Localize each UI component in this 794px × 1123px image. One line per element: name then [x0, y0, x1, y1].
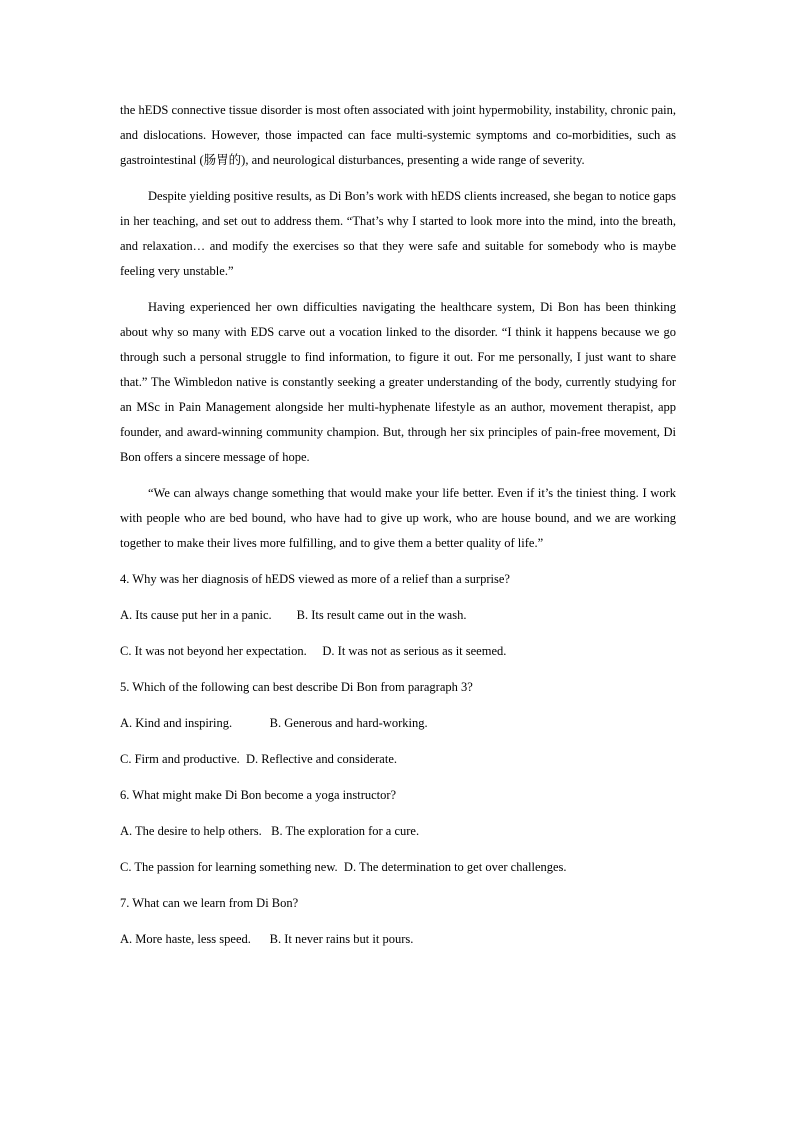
question-7-options-ab: A. More haste, less speed. B. It never rains but it pours.: [120, 932, 414, 946]
question-7-stem: 7. What can we learn from Di Bon?: [120, 896, 299, 910]
question-4-options-ab: A. Its cause put her in a panic. B. Its result came out in the wash.: [120, 608, 467, 622]
question-5-stem: 5. Which of the following can best describe Di Bon from paragraph 3?: [120, 680, 473, 694]
document-page: [120, 98, 676, 963]
passage-paragraph-4: “We can always change something that would make your life better. Even if it’s the tiniest thing. I work with people who are bed bound, who have had to give up work, who are house bound, and we are working together to make their lives more fulfilling, and to give them a better quality of life.”: [120, 486, 676, 550]
question-5-options-ab: A. Kind and inspiring. B. Generous and hard-working.: [120, 716, 428, 730]
question-6-options-ab: A. The desire to help others. B. The exploration for a cure.: [120, 824, 420, 838]
question-4-options-cd: C. It was not beyond her expectation. D. It was not as serious as it seemed.: [120, 644, 507, 658]
question-6-stem: 6. What might make Di Bon become a yoga instructor?: [120, 788, 397, 802]
question-4-stem: 4. Why was her diagnosis of hEDS viewed as more of a relief than a surprise?: [120, 572, 510, 586]
question-5-options-cd: C. Firm and productive. D. Reflective and considerate.: [120, 752, 398, 766]
passage-paragraph-2: Despite yielding positive results, as Di Bon’s work with hEDS clients increased, she began to notice gaps in her teaching, and set out to address them. “That’s why I started to look more into the mind, into the breath, and relaxation… and modify the exercises so that they were safe and suitable for somebody who is maybe feeling very unstable.”: [120, 189, 676, 278]
passage-paragraph-1: the hEDS connective tissue disorder is most often associated with joint hypermobility, instability, chronic pain, and dislocations. However, those impacted can face multi-systemic symptoms and co-morbidities, such as gastrointestinal (肠胃的), and neurological disturbances, presenting a wide range of severity.: [120, 103, 676, 167]
question-6-options-cd: C. The passion for learning something new. D. The determination to get over challenges.: [120, 860, 567, 874]
passage-paragraph-3: Having experienced her own difficulties navigating the healthcare system, Di Bon has been thinking about why so many with EDS carve out a vocation linked to the disorder. “I think it happens because we go through such a personal struggle to find information, to figure it out. For me personally, I just want to share that.” The Wimbledon native is constantly seeking a greater understanding of the body, currently studying for an MSc in Pain Management alongside her multi-hyphenate lifestyle as an author, movement therapist, app founder, and award-winning community champion. But, through her six principles of pain-free movement, Di Bon offers a sincere message of hope.: [120, 300, 676, 464]
